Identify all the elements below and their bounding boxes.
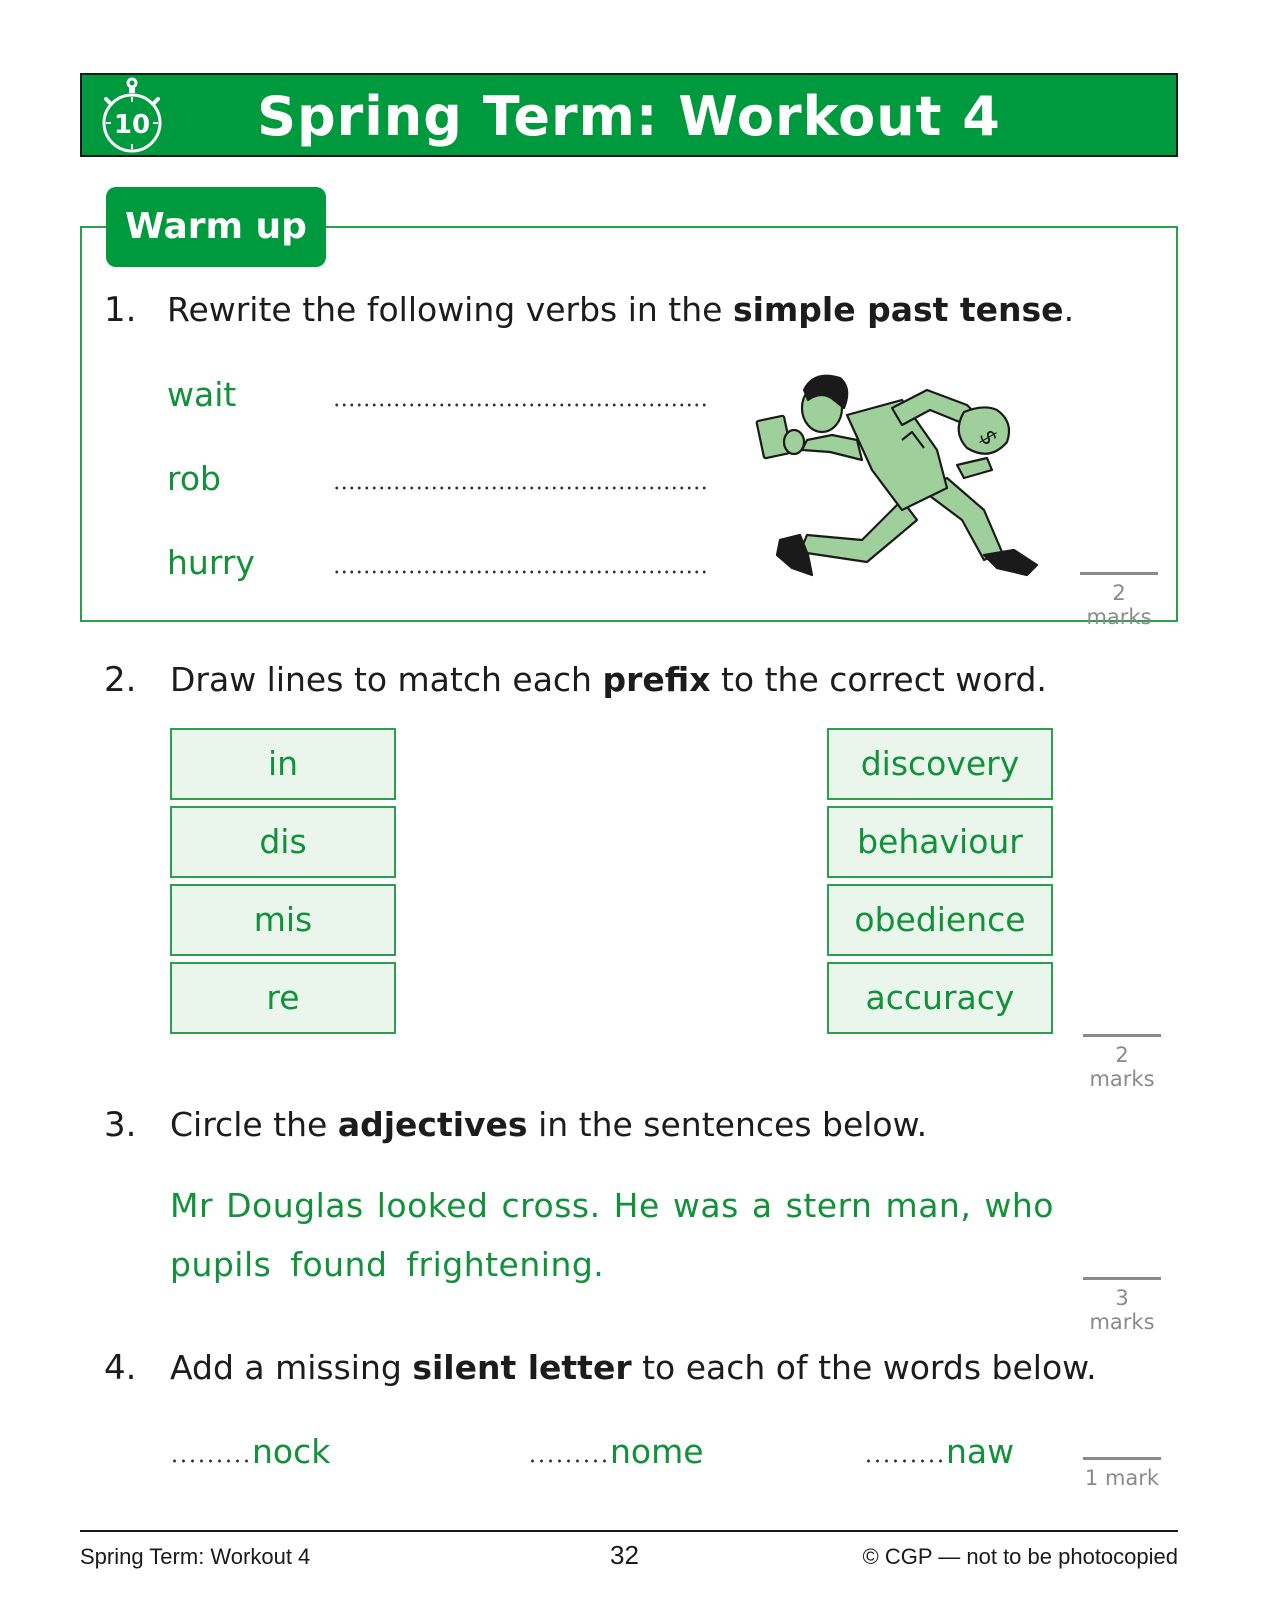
answer-dots[interactable] xyxy=(864,1459,946,1463)
q4-number: 4. xyxy=(104,1348,137,1388)
word-box[interactable]: accuracy xyxy=(827,962,1053,1034)
prefix-box[interactable]: dis xyxy=(170,806,396,878)
footer-title: Spring Term: Workout 4 xyxy=(80,1544,311,1569)
verb-rob: rob xyxy=(167,459,221,498)
q2-marks: 2 marks xyxy=(1083,1034,1161,1091)
q1-instruction: Rewrite the following verbs in the simple past tense. xyxy=(167,290,1075,329)
prefix-box[interactable]: in xyxy=(170,728,396,800)
q2-instruction: Draw lines to match each prefix to the correct word. xyxy=(170,660,1047,699)
footer-divider xyxy=(80,1530,1178,1532)
q1-marks: 2 marks xyxy=(1080,572,1158,629)
answer-line-wait[interactable] xyxy=(333,403,709,407)
q3-instruction: Circle the adjectives in the sentences below. xyxy=(170,1105,928,1144)
silent-letter-word[interactable]: naw xyxy=(864,1432,1014,1471)
answer-line-rob[interactable] xyxy=(333,486,709,490)
prefix-box[interactable]: re xyxy=(170,962,396,1034)
verb-wait: wait xyxy=(167,375,237,414)
running-robber-illustration xyxy=(752,370,1062,598)
q1-number: 1. xyxy=(104,290,137,330)
title-bar xyxy=(80,73,1178,157)
q4-marks: 1 mark xyxy=(1083,1457,1161,1490)
verb-hurry: hurry xyxy=(167,543,255,582)
word-box[interactable]: discovery xyxy=(827,728,1053,800)
q3-number: 3. xyxy=(104,1105,137,1145)
svg-text:$: $ xyxy=(973,425,1003,451)
page-number: 32 xyxy=(610,1540,639,1570)
q3-marks: 3 marks xyxy=(1083,1277,1161,1334)
timer-label: 10 xyxy=(113,110,151,140)
silent-letter-word[interactable]: nock xyxy=(170,1432,330,1471)
answer-line-hurry[interactable] xyxy=(333,570,709,574)
answer-dots[interactable] xyxy=(528,1459,610,1463)
silent-letter-word[interactable]: nome xyxy=(528,1432,704,1471)
prefix-box[interactable]: mis xyxy=(170,884,396,956)
q3-sentence-line-1[interactable]: Mr Douglas looked cross. He was a stern man, who xyxy=(170,1186,1054,1225)
footer-copyright: © CGP — not to be photocopied xyxy=(862,1544,1178,1569)
answer-dots[interactable] xyxy=(170,1459,252,1463)
q2-number: 2. xyxy=(104,660,137,700)
word-box[interactable]: obedience xyxy=(827,884,1053,956)
warm-up-tab: Warm up xyxy=(106,187,326,267)
word-box[interactable]: behaviour xyxy=(827,806,1053,878)
page-title: Spring Term: Workout 4 xyxy=(257,85,1001,148)
q4-instruction: Add a missing silent letter to each of the words below. xyxy=(170,1348,1097,1387)
q3-sentence-line-2[interactable]: pupils found frightening. xyxy=(170,1245,605,1284)
